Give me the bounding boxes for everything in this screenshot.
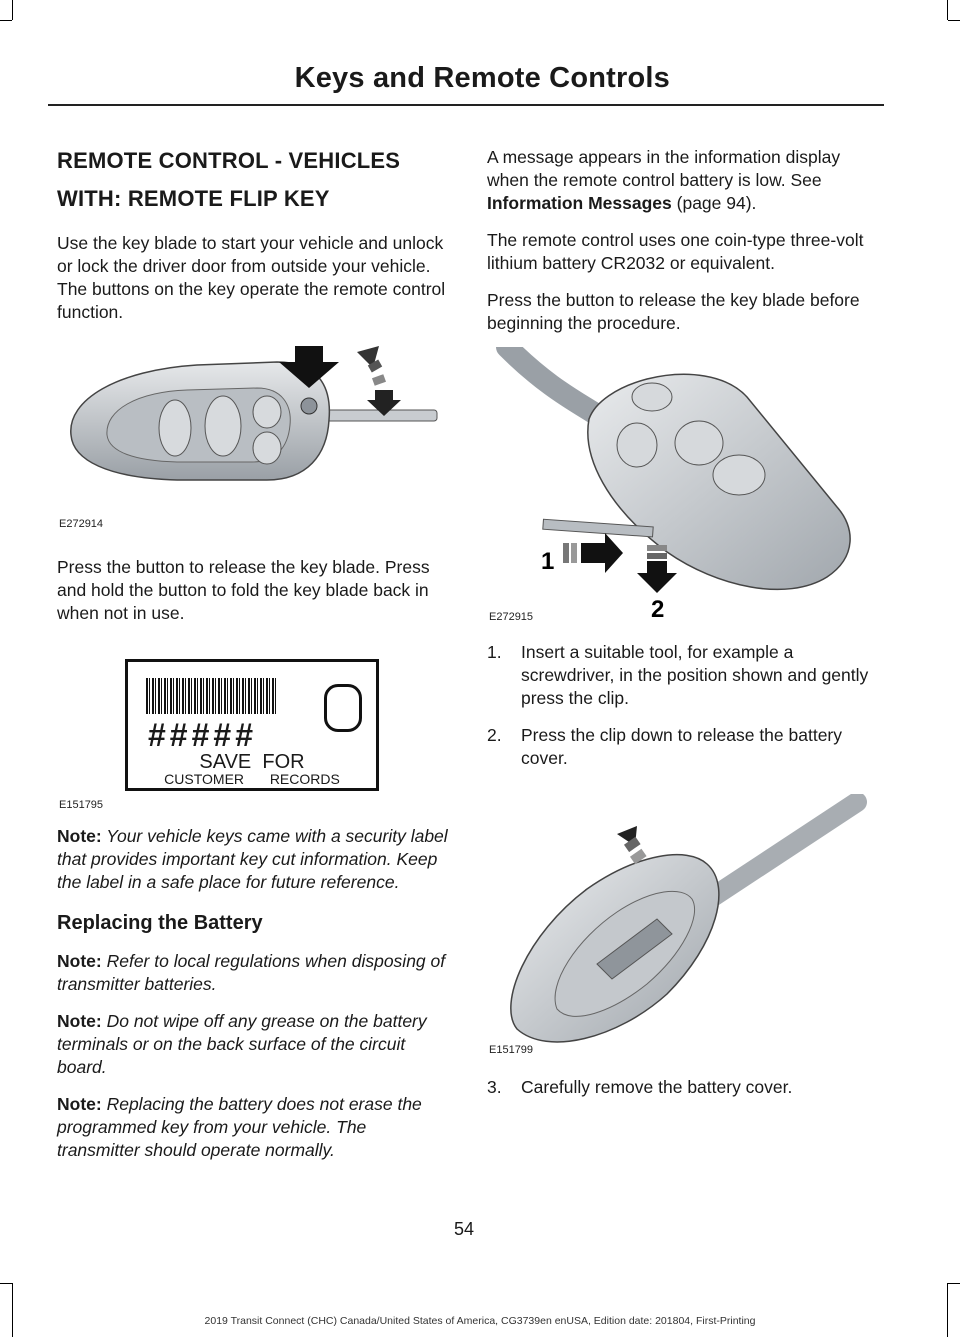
procedure-step: [487, 1076, 883, 1099]
note-text: Refer to local regulations when disposing of transmitter batteries.: [57, 951, 446, 994]
crop-mark: [948, 20, 960, 21]
release-paragraph: Press the button to release the key blade. Press and hold the button to fold the key blade back in when not in use.: [57, 557, 430, 623]
subheading-replacing-battery: Replacing the Battery: [57, 912, 263, 934]
step-text: Insert a suitable tool, for example a screwdriver, in the position shown and gently press the clip.: [521, 642, 869, 708]
crop-mark: [0, 1283, 12, 1284]
key-tool-figure: [487, 347, 883, 627]
press-paragraph: Press the button to release the key blade before beginning the procedure.: [487, 290, 860, 333]
key-code-hashes: #####: [148, 717, 257, 753]
figure-code: E151799: [489, 1044, 534, 1056]
section-heading-line1: REMOTE CONTROL - VEHICLES: [57, 148, 401, 173]
crop-mark: [12, 0, 13, 20]
note-text: Do not wipe off any grease on the battery terminals or on the back surface of the circuit board.: [57, 1011, 427, 1077]
crop-mark: [947, 0, 948, 20]
procedure-step: [487, 724, 883, 770]
note-label: Note:: [57, 1094, 102, 1114]
barcode: [146, 678, 276, 714]
page-title: Keys and Remote Controls: [294, 62, 670, 94]
note-grease: [57, 1010, 449, 1079]
note-label: Note:: [57, 951, 102, 971]
customer-records-text: [128, 772, 376, 786]
figure-code: E151795: [59, 799, 104, 811]
battery-paragraph: The remote control uses one coin-type three-volt lithium battery CR2032 or equivalent.: [487, 230, 864, 273]
section-heading-line2: WITH: REMOTE FLIP KEY: [57, 186, 330, 211]
crop-mark: [12, 1283, 13, 1337]
customer-text: CUSTOMER: [164, 771, 245, 787]
message-text: A message appears in the information display when the remote control battery is low. See: [487, 147, 841, 190]
note-label: Note:: [57, 826, 102, 846]
note-label: Note:: [57, 1011, 102, 1031]
procedure-step: [487, 641, 883, 710]
crop-mark: [948, 1283, 960, 1284]
crop-mark: [947, 1283, 948, 1337]
footer-edition-info: 2019 Transit Connect (CHC) Canada/United States of America, CG3739en enUSA, Edition date: 201804, First-Printing: [204, 1315, 756, 1327]
note-text: Your vehicle keys came with a security label that provides important key cut information. Keep the label in a safe place for future reference.: [57, 826, 448, 892]
records-text: RECORDS: [269, 771, 340, 787]
figure-code: E272914: [59, 518, 104, 530]
left-column: [57, 146, 449, 1162]
figure-label-1: 1: [541, 548, 555, 575]
figure-label-2: 2: [651, 596, 665, 623]
note-programmed-key: [57, 1093, 449, 1162]
save-for-text: SAVE FOR: [199, 751, 305, 773]
battery-cover-illustration: [487, 794, 883, 1056]
figure-code: E272915: [489, 611, 534, 623]
note-security-label: [57, 825, 449, 894]
intro-paragraph: Use the key blade to start your vehicle and unlock or lock the driver door from outside your vehicle. The buttons on the key operate the remote control function.: [57, 233, 446, 322]
battery-cover-figure: [487, 794, 883, 1056]
information-messages-link[interactable]: Information Messages: [487, 193, 672, 213]
security-label-figure: [57, 641, 449, 811]
header-divider: [48, 104, 884, 106]
procedure-steps: [487, 641, 883, 770]
page-reference: (page 94).: [671, 193, 757, 213]
note-text: Replacing the battery does not erase the programmed key from your vehicle. The transmitter should operate normally.: [57, 1094, 422, 1160]
crop-mark: [0, 20, 12, 21]
key-outline-icon: [324, 684, 362, 732]
note-disposal: [57, 950, 449, 996]
flip-key-illustration: [57, 340, 449, 530]
key-tool-illustration: [487, 347, 883, 627]
step-number: 2.: [487, 725, 502, 745]
step-text: Press the clip down to release the battery cover.: [521, 725, 843, 768]
message-paragraph: [487, 146, 883, 215]
page-number: 54: [453, 1219, 475, 1239]
step-number: 3.: [487, 1077, 502, 1097]
right-column: [487, 146, 883, 1099]
step-text: Carefully remove the battery cover.: [521, 1077, 793, 1097]
step-number: 1.: [487, 642, 502, 662]
security-label-card: [125, 659, 379, 791]
flip-key-figure: [57, 340, 449, 530]
procedure-steps-continued: [487, 1076, 883, 1099]
